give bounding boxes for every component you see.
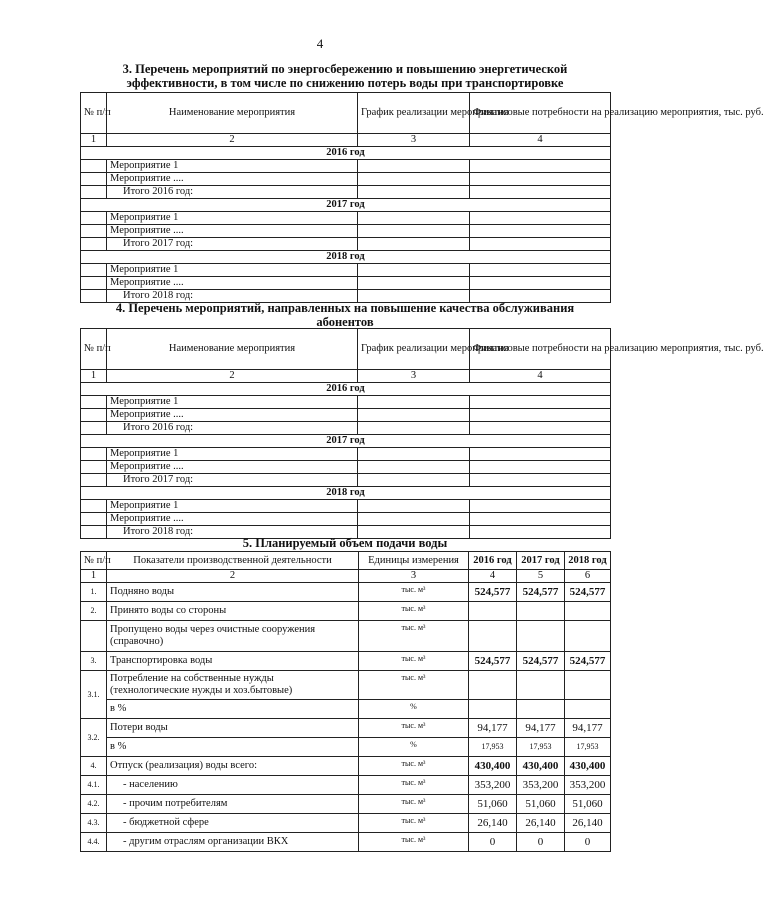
header-year-2018: 2018 год [565,552,611,570]
value-2017: 0 [517,833,565,852]
cell [81,409,107,422]
value-2017: 353,200 [517,776,565,795]
value-2018: 51,060 [565,795,611,814]
row-unit: тыс. м³ [359,757,469,776]
section3-title [80,62,610,90]
value-2018: 0 [565,833,611,852]
row-name: Принято воды со стороны [107,602,359,621]
cell [565,671,611,700]
row-unit: тыс. м³ [359,671,469,700]
value-2016: 51,060 [469,795,517,814]
header-finance: Финансовые потребности на реализацию мероприятия, тыс. руб. [470,93,611,134]
table-row [81,719,611,738]
col-num: 3 [359,570,469,583]
col-num: 2 [107,134,358,147]
cell [470,160,611,173]
value-2018: 94,177 [565,719,611,738]
col-num: 1 [81,570,107,583]
cell [565,700,611,719]
value-2016: 0 [469,833,517,852]
year-row: 2017 год [81,435,611,448]
value-2017: 26,140 [517,814,565,833]
column-number-row [81,370,611,383]
table-row [81,738,611,757]
cell [469,671,517,700]
value-2018: 524,577 [565,583,611,602]
activity-item: Мероприятие 1 [107,448,358,461]
year-row: 2018 год [81,251,611,264]
table-row [81,671,611,700]
cell [358,409,470,422]
cell [81,186,107,199]
cell [469,602,517,621]
cell [470,396,611,409]
cell [81,461,107,474]
cell [469,621,517,652]
table-row [81,583,611,602]
value-2016: 524,577 [469,652,517,671]
table-row [81,814,611,833]
pct-2018: 17,953 [565,738,611,757]
cell [470,277,611,290]
table-header-row [81,93,611,134]
value-2017: 524,577 [517,652,565,671]
cell [517,671,565,700]
row-number: 3.2. [81,719,107,757]
year-row: 2016 год [81,383,611,396]
cell [81,225,107,238]
value-2018: 430,400 [565,757,611,776]
row-number: 4.3. [81,814,107,833]
cell [358,474,470,487]
activity-item: Мероприятие .... [107,461,358,474]
section3-title-line2: эффективности, в том числе по снижению потерь воды при транспортировке [126,76,564,90]
value-2016: 430,400 [469,757,517,776]
col-num: 3 [358,370,470,383]
cell [470,238,611,251]
value-2016: 26,140 [469,814,517,833]
value-2018: 353,200 [565,776,611,795]
row-number: 4.4. [81,833,107,852]
header-number: № п/п [81,552,107,570]
activity-item: Мероприятие .... [107,513,358,526]
value-2017: 94,177 [517,719,565,738]
table-row [81,833,611,852]
header-number: № п/п [81,93,107,134]
activity-item: Мероприятие 1 [107,264,358,277]
section3-table [80,92,764,303]
cell [470,225,611,238]
activity-item: Мероприятие 1 [107,212,358,225]
cell [358,448,470,461]
value-2017: 51,060 [517,795,565,814]
row-number: 3. [81,652,107,671]
header-activity: Наименование мероприятия [107,93,358,134]
cell [81,238,107,251]
activity-total: Итого 2017 год: [107,474,358,487]
row-unit: тыс. м³ [359,833,469,852]
cell [358,173,470,186]
cell [470,186,611,199]
cell [358,513,470,526]
cell [81,160,107,173]
cell [358,186,470,199]
cell [358,212,470,225]
row-name: Потери воды [107,719,359,738]
header-year-2017: 2017 год [517,552,565,570]
cell [565,602,611,621]
cell [81,277,107,290]
row-name: - прочим потребителям [107,795,359,814]
activity-item: Мероприятие .... [107,173,358,186]
row-name: Транспортировка воды [107,652,359,671]
row-number: 4. [81,757,107,776]
row-unit: тыс. м³ [359,602,469,621]
cell [517,621,565,652]
section3-title-line1: 3. Перечень мероприятий по энергосбережению и повышению энергетической [122,62,568,76]
cell [470,173,611,186]
cell [358,264,470,277]
section4-title-line2: абонентов [316,315,374,329]
cell [81,173,107,186]
cell [358,461,470,474]
row-unit: тыс. м³ [359,814,469,833]
row-name: - другим отраслям организации ВКХ [107,833,359,852]
cell [358,277,470,290]
header-number: № п/п [81,329,107,370]
cell [81,474,107,487]
cell [358,238,470,251]
pct-2016: 17,953 [469,738,517,757]
table-header-row [81,329,611,370]
row-unit: тыс. м³ [359,776,469,795]
row-number: 2. [81,602,107,621]
value-2016: 353,200 [469,776,517,795]
col-num: 1 [81,134,107,147]
cell [358,500,470,513]
cell [81,396,107,409]
cell [517,700,565,719]
row-unit: % [359,700,469,719]
cell [565,621,611,652]
col-num: 4 [470,134,611,147]
row-number: 4.1. [81,776,107,795]
cell [470,212,611,225]
cell [358,225,470,238]
value-2016: 94,177 [469,719,517,738]
cell [470,264,611,277]
row-number: 1. [81,583,107,602]
col-num: 6 [565,570,611,583]
row-name: - бюджетной сфере [107,814,359,833]
row-name: Потребление на собственные нужды (технологические нужды и хоз.бытовые) [107,671,359,700]
value-2018: 524,577 [565,652,611,671]
header-schedule: График реализации мероприятия [358,329,470,370]
cell [470,422,611,435]
table-row [81,757,611,776]
cell [358,396,470,409]
activity-total: Итого 2018 год: [107,290,358,303]
activity-item: Мероприятие .... [107,225,358,238]
activity-total: Итого 2017 год: [107,238,358,251]
cell [81,448,107,461]
col-num: 3 [358,134,470,147]
table-row [81,700,611,719]
row-number: 3.1. [81,671,107,719]
header-schedule: График реализации мероприятия [358,93,470,134]
activity-total: Итого 2016 год: [107,186,358,199]
col-num: 5 [517,570,565,583]
value-2017: 524,577 [517,583,565,602]
header-unit: Единицы измерения [359,552,469,570]
year-row: 2016 год [81,147,611,160]
year-row: 2017 год [81,199,611,212]
cell [470,474,611,487]
section4-title-line1: 4. Перечень мероприятий, направленных на повышение качества обслуживания [115,301,575,315]
section5-title: 5. Планируемый объем подачи воды [242,536,448,550]
page-number: 4 [316,36,324,51]
col-num: 1 [81,370,107,383]
activity-item: Мероприятие .... [107,277,358,290]
cell [470,409,611,422]
cell [81,621,107,652]
cell [470,461,611,474]
header-indicator: Показатели производственной деятельности [107,552,359,570]
cell [81,422,107,435]
cell [517,602,565,621]
pct-label: в % [107,700,359,719]
pct-2017: 17,953 [517,738,565,757]
col-num: 2 [107,370,358,383]
row-unit: тыс. м³ [359,719,469,738]
pct-label: в % [107,738,359,757]
table-row [81,602,611,621]
col-num: 2 [107,570,359,583]
activity-item: Мероприятие 1 [107,500,358,513]
row-unit: тыс. м³ [359,583,469,602]
col-num: 4 [469,570,517,583]
cell [470,500,611,513]
table-row [81,621,611,652]
value-2018: 26,140 [565,814,611,833]
table-row [81,652,611,671]
column-number-row [81,134,611,147]
row-name: Пропущено воды через очистные сооружения (справочно) [107,621,359,652]
activity-total: Итого 2018 год: [107,526,358,539]
section4-table [80,328,764,539]
value-2017: 430,400 [517,757,565,776]
cell [81,212,107,225]
section4-title [80,301,610,329]
cell [81,264,107,277]
activity-item: Мероприятие 1 [107,160,358,173]
activity-total: Итого 2016 год: [107,422,358,435]
row-name: Отпуск (реализация) воды всего: [107,757,359,776]
cell [358,422,470,435]
activity-item: Мероприятие 1 [107,396,358,409]
header-finance: Финансовые потребности на реализацию мероприятия, тыс. руб. [470,329,611,370]
row-unit: % [359,738,469,757]
value-2016: 524,577 [469,583,517,602]
cell [81,513,107,526]
table-row [81,776,611,795]
cell [358,160,470,173]
row-name: Подняно воды [107,583,359,602]
cell [469,700,517,719]
header-year-2016: 2016 год [469,552,517,570]
row-unit: тыс. м³ [359,621,469,652]
water-supply-table [80,551,611,852]
row-unit: тыс. м³ [359,795,469,814]
cell [81,500,107,513]
header-activity: Наименование мероприятия [107,329,358,370]
row-name: - населению [107,776,359,795]
table-header-row [81,552,611,570]
col-num: 4 [470,370,611,383]
year-row: 2018 год [81,487,611,500]
column-number-row [81,570,611,583]
row-number: 4.2. [81,795,107,814]
table-row [81,795,611,814]
activity-item: Мероприятие .... [107,409,358,422]
cell [470,448,611,461]
cell [470,513,611,526]
row-unit: тыс. м³ [359,652,469,671]
